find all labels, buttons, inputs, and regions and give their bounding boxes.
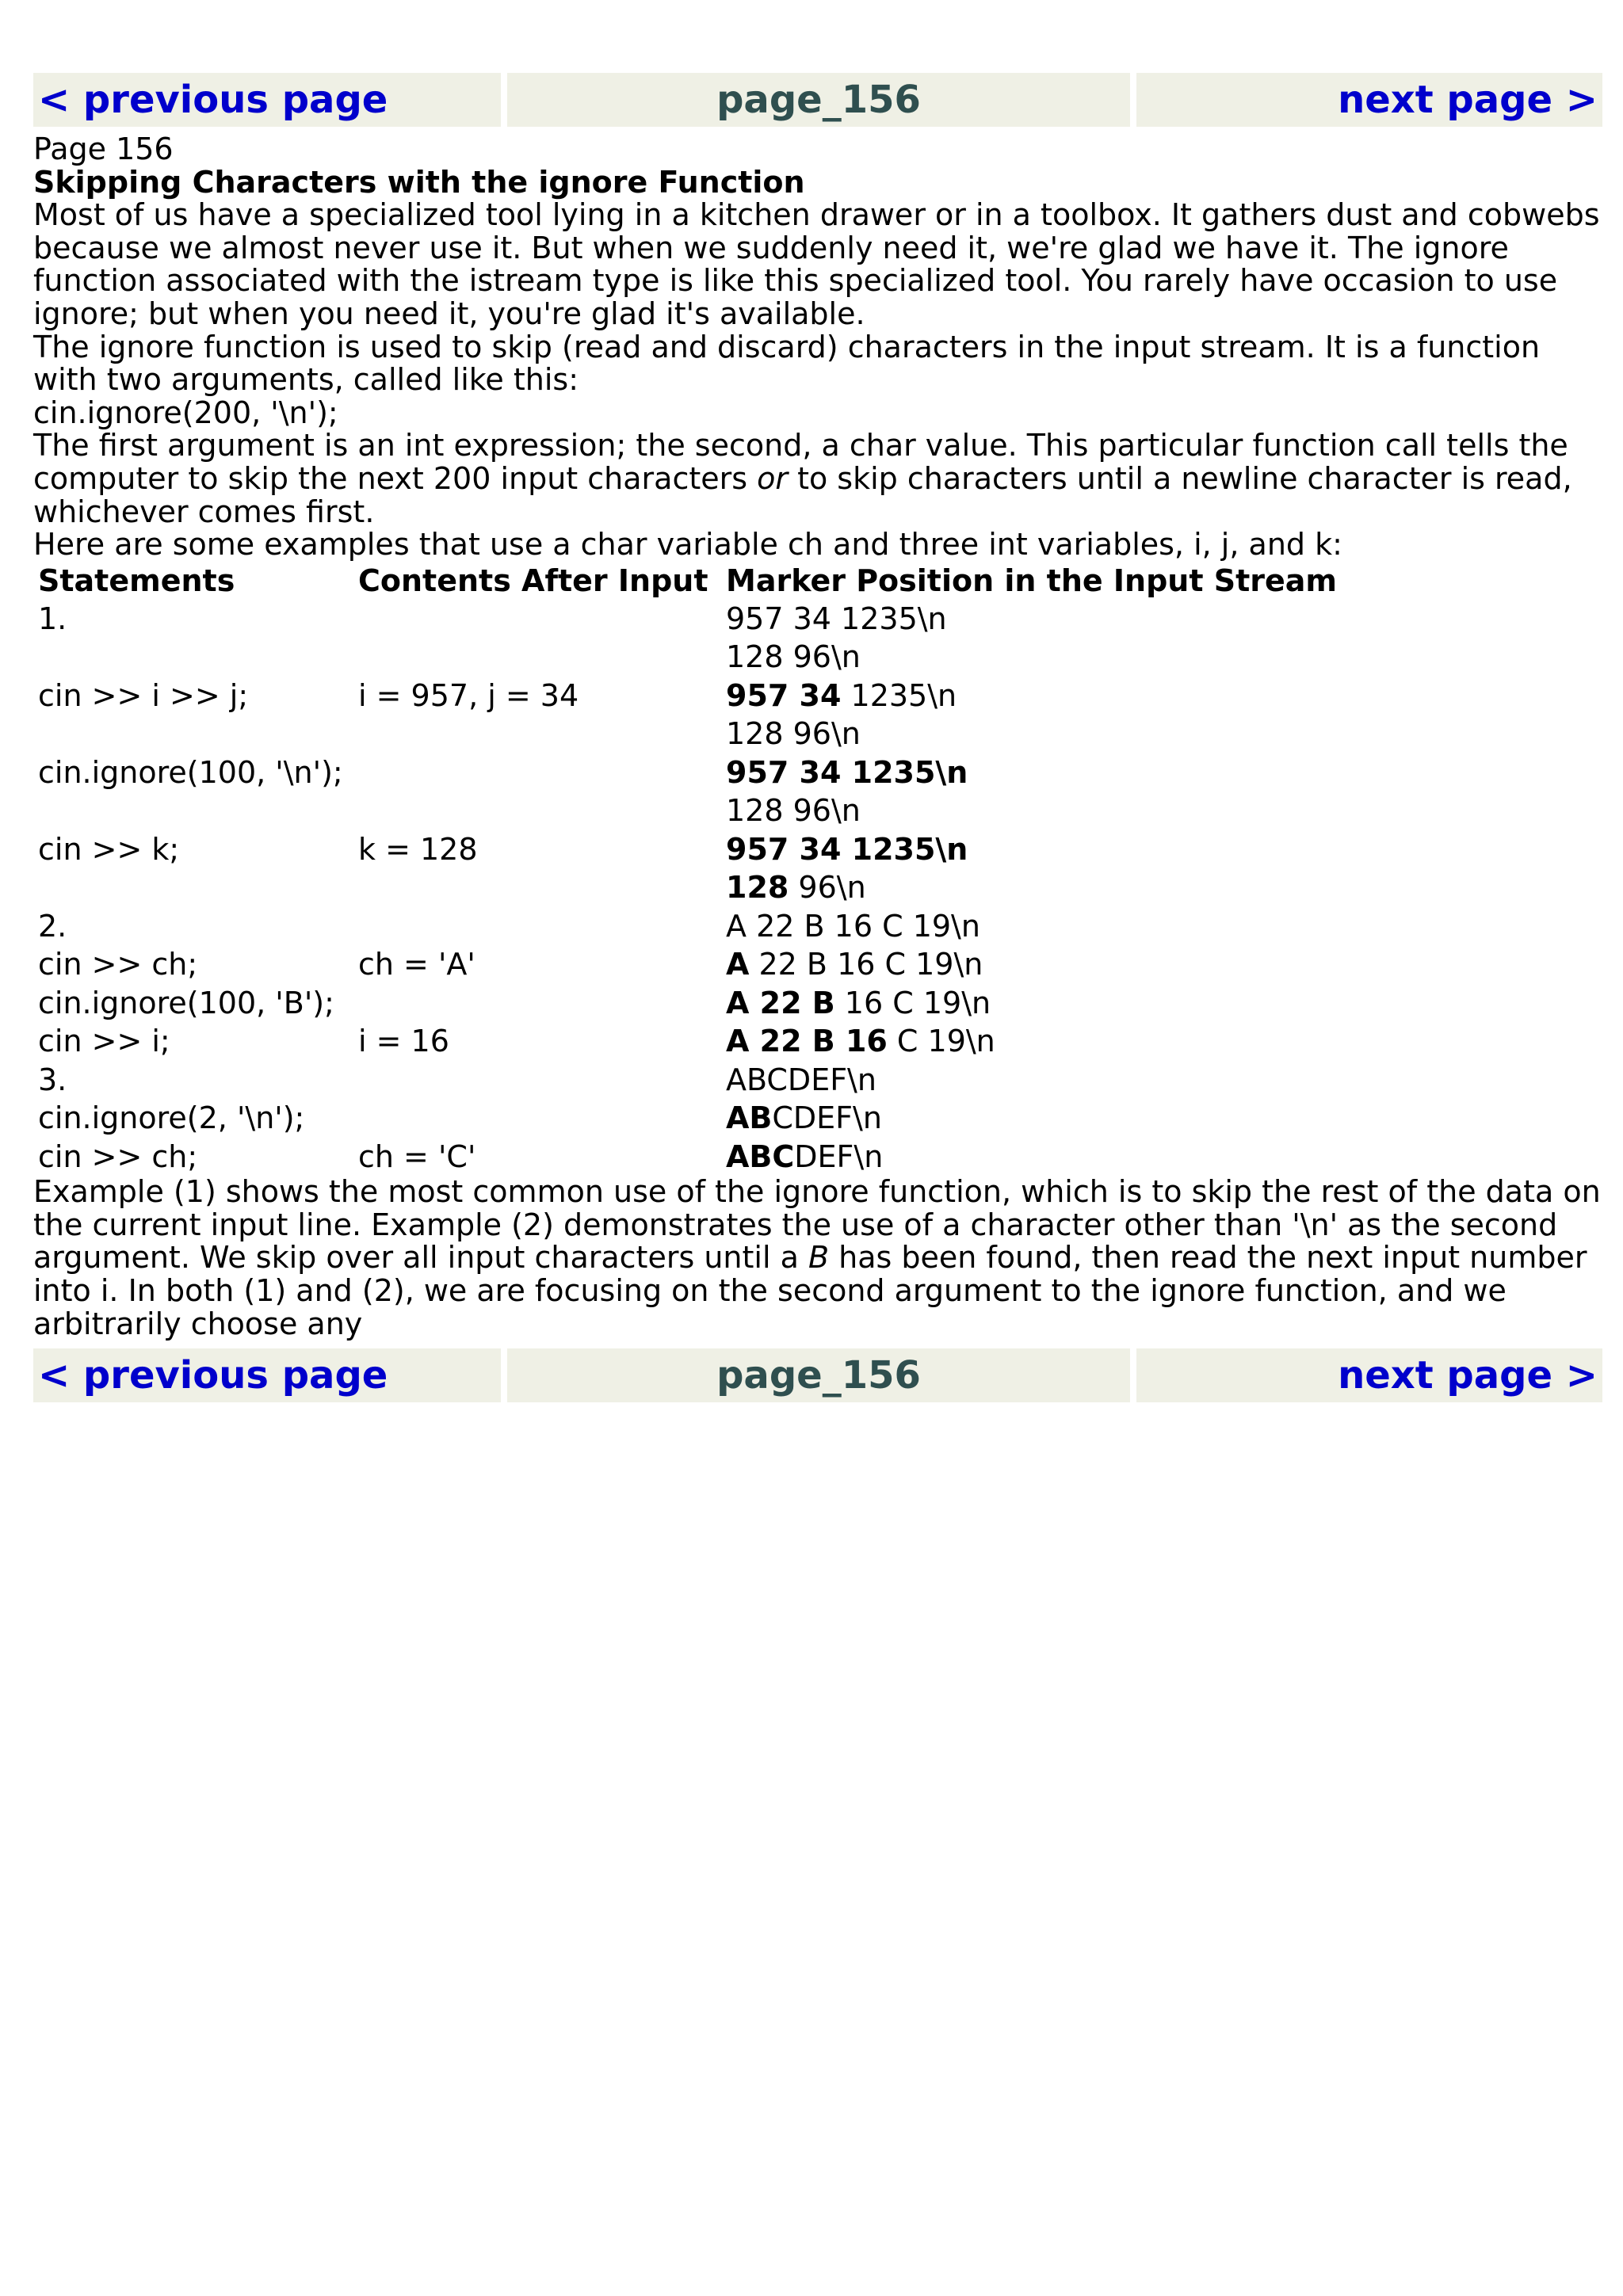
marker-line — [726, 715, 1598, 753]
top-page-indicator: page_156 — [507, 73, 1130, 127]
table-row — [33, 984, 1598, 1023]
marker-remaining: 16 C 19\n — [834, 985, 991, 1020]
marker-remaining: ABCDEF\n — [726, 1062, 876, 1097]
marker-consumed: 128 — [726, 870, 789, 906]
marker-remaining: A 22 B 16 C 19\n — [726, 908, 980, 944]
page-content — [33, 133, 1602, 1341]
paragraph-examples-discussion — [33, 1176, 1602, 1341]
marker-consumed: 957 34 1235\n — [726, 831, 968, 867]
paragraph-arguments — [33, 429, 1602, 528]
statement-cell: cin.ignore(2, '\n'); — [38, 1100, 305, 1136]
marker-cell — [726, 600, 1598, 677]
statement-cell: 2. — [38, 908, 67, 944]
marker-consumed: 957 34 1235\n — [726, 754, 968, 790]
column-header-marker: Marker Position in the Input Stream — [726, 563, 1338, 598]
top-next-cell — [1136, 73, 1602, 127]
paragraph-discussion-text-b: has been found, then read the next input number into i. In both (1) and (2), we are focusing on the second argument to the ignore function, and we arbitrarily choose any — [33, 1240, 1587, 1341]
paragraph-arguments-emphasis: or — [757, 460, 788, 496]
next-page-link[interactable]: next page > — [1338, 1353, 1598, 1398]
page-container — [33, 73, 1602, 1402]
statement-cell: cin >> ch; — [38, 947, 198, 982]
paragraph-intro: Most of us have a specialized tool lying in a kitchen drawer or in a toolbox. It gathers dust and cobwebs because we almost never use it. But when we suddenly need it, we're glad we have it. The ignore function associated with the istream type is like this specialized tool. You rarely have occasion to use ignore; but when you need it, you're glad it's available. — [33, 197, 1600, 331]
marker-cell — [726, 945, 1598, 984]
marker-cell — [726, 984, 1598, 1023]
contents-cell: ch = 'A' — [358, 947, 475, 982]
marker-cell — [726, 1099, 1598, 1138]
top-prev-cell — [33, 73, 501, 127]
marker-remaining: 96\n — [789, 870, 866, 906]
statement-cell: cin >> i; — [38, 1024, 170, 1059]
marker-cell — [726, 1022, 1598, 1061]
table-row — [33, 1138, 1598, 1177]
bottom-navigation-bar — [33, 1348, 1602, 1402]
paragraph-discussion-text-a: Example (1) shows the most common use of the ignore function, which is to skip the rest of the data on the current input line. Example (2) demonstrates the use of a character other than '\n' as the second argument. We skip over all input characters until a — [33, 1174, 1601, 1276]
contents-cell: k = 128 — [358, 831, 478, 867]
paragraph-discussion-emphasis: B — [808, 1240, 830, 1276]
contents-cell — [358, 984, 726, 1023]
paragraph-examples-intro: Here are some examples that use a char variable ch and three int variables, i, j, and k: — [33, 527, 1342, 563]
statement-cell: 1. — [38, 601, 67, 636]
code-example: cin.ignore(200, '\n'); — [33, 395, 338, 430]
top-navigation-bar — [33, 73, 1602, 127]
statement-cell: cin.ignore(100, 'B'); — [38, 985, 334, 1020]
examples-table — [33, 562, 1598, 1177]
marker-remaining: DEF\n — [794, 1138, 884, 1174]
statement-cell: cin.ignore(100, '\n'); — [38, 754, 343, 790]
table-row — [33, 907, 1598, 946]
contents-cell — [358, 600, 726, 677]
marker-consumed: A 22 B — [726, 985, 835, 1020]
marker-remaining: 957 34 1235\n — [726, 601, 947, 636]
table-row — [33, 600, 1598, 677]
marker-remaining: 128 96\n — [726, 639, 861, 675]
contents-cell — [358, 1061, 726, 1100]
contents-cell: ch = 'C' — [358, 1138, 476, 1174]
marker-remaining: 128 96\n — [726, 793, 861, 829]
marker-cell — [726, 677, 1598, 753]
column-header-statements: Statements — [38, 563, 235, 598]
paragraph-arguments-text-b: to skip characters until a newline character is read, whichever comes first. — [33, 460, 1572, 529]
previous-page-link[interactable]: < previous page — [38, 1353, 388, 1398]
table-row — [33, 1099, 1598, 1138]
marker-consumed: A 22 B 16 — [726, 1024, 888, 1059]
table-row — [33, 1061, 1598, 1100]
next-page-link[interactable]: next page > — [1338, 78, 1598, 122]
marker-consumed: A — [726, 947, 750, 982]
contents-cell — [358, 1099, 726, 1138]
contents-cell: i = 16 — [358, 1024, 449, 1059]
marker-remaining: 22 B 16 C 19\n — [749, 947, 983, 982]
bottom-prev-cell — [33, 1348, 501, 1402]
statement-cell: cin >> k; — [38, 831, 180, 867]
marker-consumed: 957 34 — [726, 677, 842, 713]
bottom-next-cell — [1136, 1348, 1602, 1402]
marker-line — [726, 638, 1598, 677]
table-row — [33, 753, 1598, 830]
statement-cell: 3. — [38, 1062, 67, 1097]
column-header-contents: Contents After Input — [358, 563, 708, 598]
marker-cell — [726, 907, 1598, 946]
paragraph-arguments-text-a: The first argument is an int expression; the second, a char value. This particular function call tells the computer to skip the next 200 input characters — [33, 428, 1568, 496]
marker-remaining: C 19\n — [887, 1024, 995, 1059]
marker-cell — [726, 753, 1598, 830]
marker-cell — [726, 1061, 1598, 1100]
table-row — [33, 945, 1598, 984]
marker-remaining: 1235\n — [841, 677, 957, 713]
marker-remaining: CDEF\n — [772, 1100, 882, 1136]
table-header-row — [33, 562, 1598, 600]
table-row — [33, 677, 1598, 753]
statement-cell: cin >> ch; — [38, 1138, 198, 1174]
marker-line — [726, 791, 1598, 830]
statement-cell: cin >> i >> j; — [38, 677, 249, 713]
marker-line — [726, 677, 1598, 715]
section-heading: Skipping Characters with the ignore Function — [33, 164, 805, 200]
marker-consumed: AB — [726, 1100, 773, 1136]
page-number-text: Page 156 — [33, 132, 174, 166]
marker-line — [726, 600, 1598, 639]
paragraph-ignore-definition: The ignore function is used to skip (read and discard) characters in the input stream. It is a function with two arguments, called like this: — [33, 329, 1541, 398]
bottom-page-indicator: page_156 — [507, 1348, 1130, 1402]
contents-cell — [358, 907, 726, 946]
marker-cell — [726, 830, 1598, 907]
previous-page-link[interactable]: < previous page — [38, 78, 388, 122]
table-row — [33, 1022, 1598, 1061]
marker-line — [726, 753, 1598, 792]
contents-cell: i = 957, j = 34 — [358, 677, 579, 713]
marker-cell — [726, 1138, 1598, 1177]
contents-cell — [358, 753, 726, 830]
marker-remaining: 128 96\n — [726, 716, 861, 752]
marker-line — [726, 868, 1598, 907]
marker-line — [726, 830, 1598, 869]
table-row — [33, 830, 1598, 907]
marker-consumed: ABC — [726, 1138, 795, 1174]
